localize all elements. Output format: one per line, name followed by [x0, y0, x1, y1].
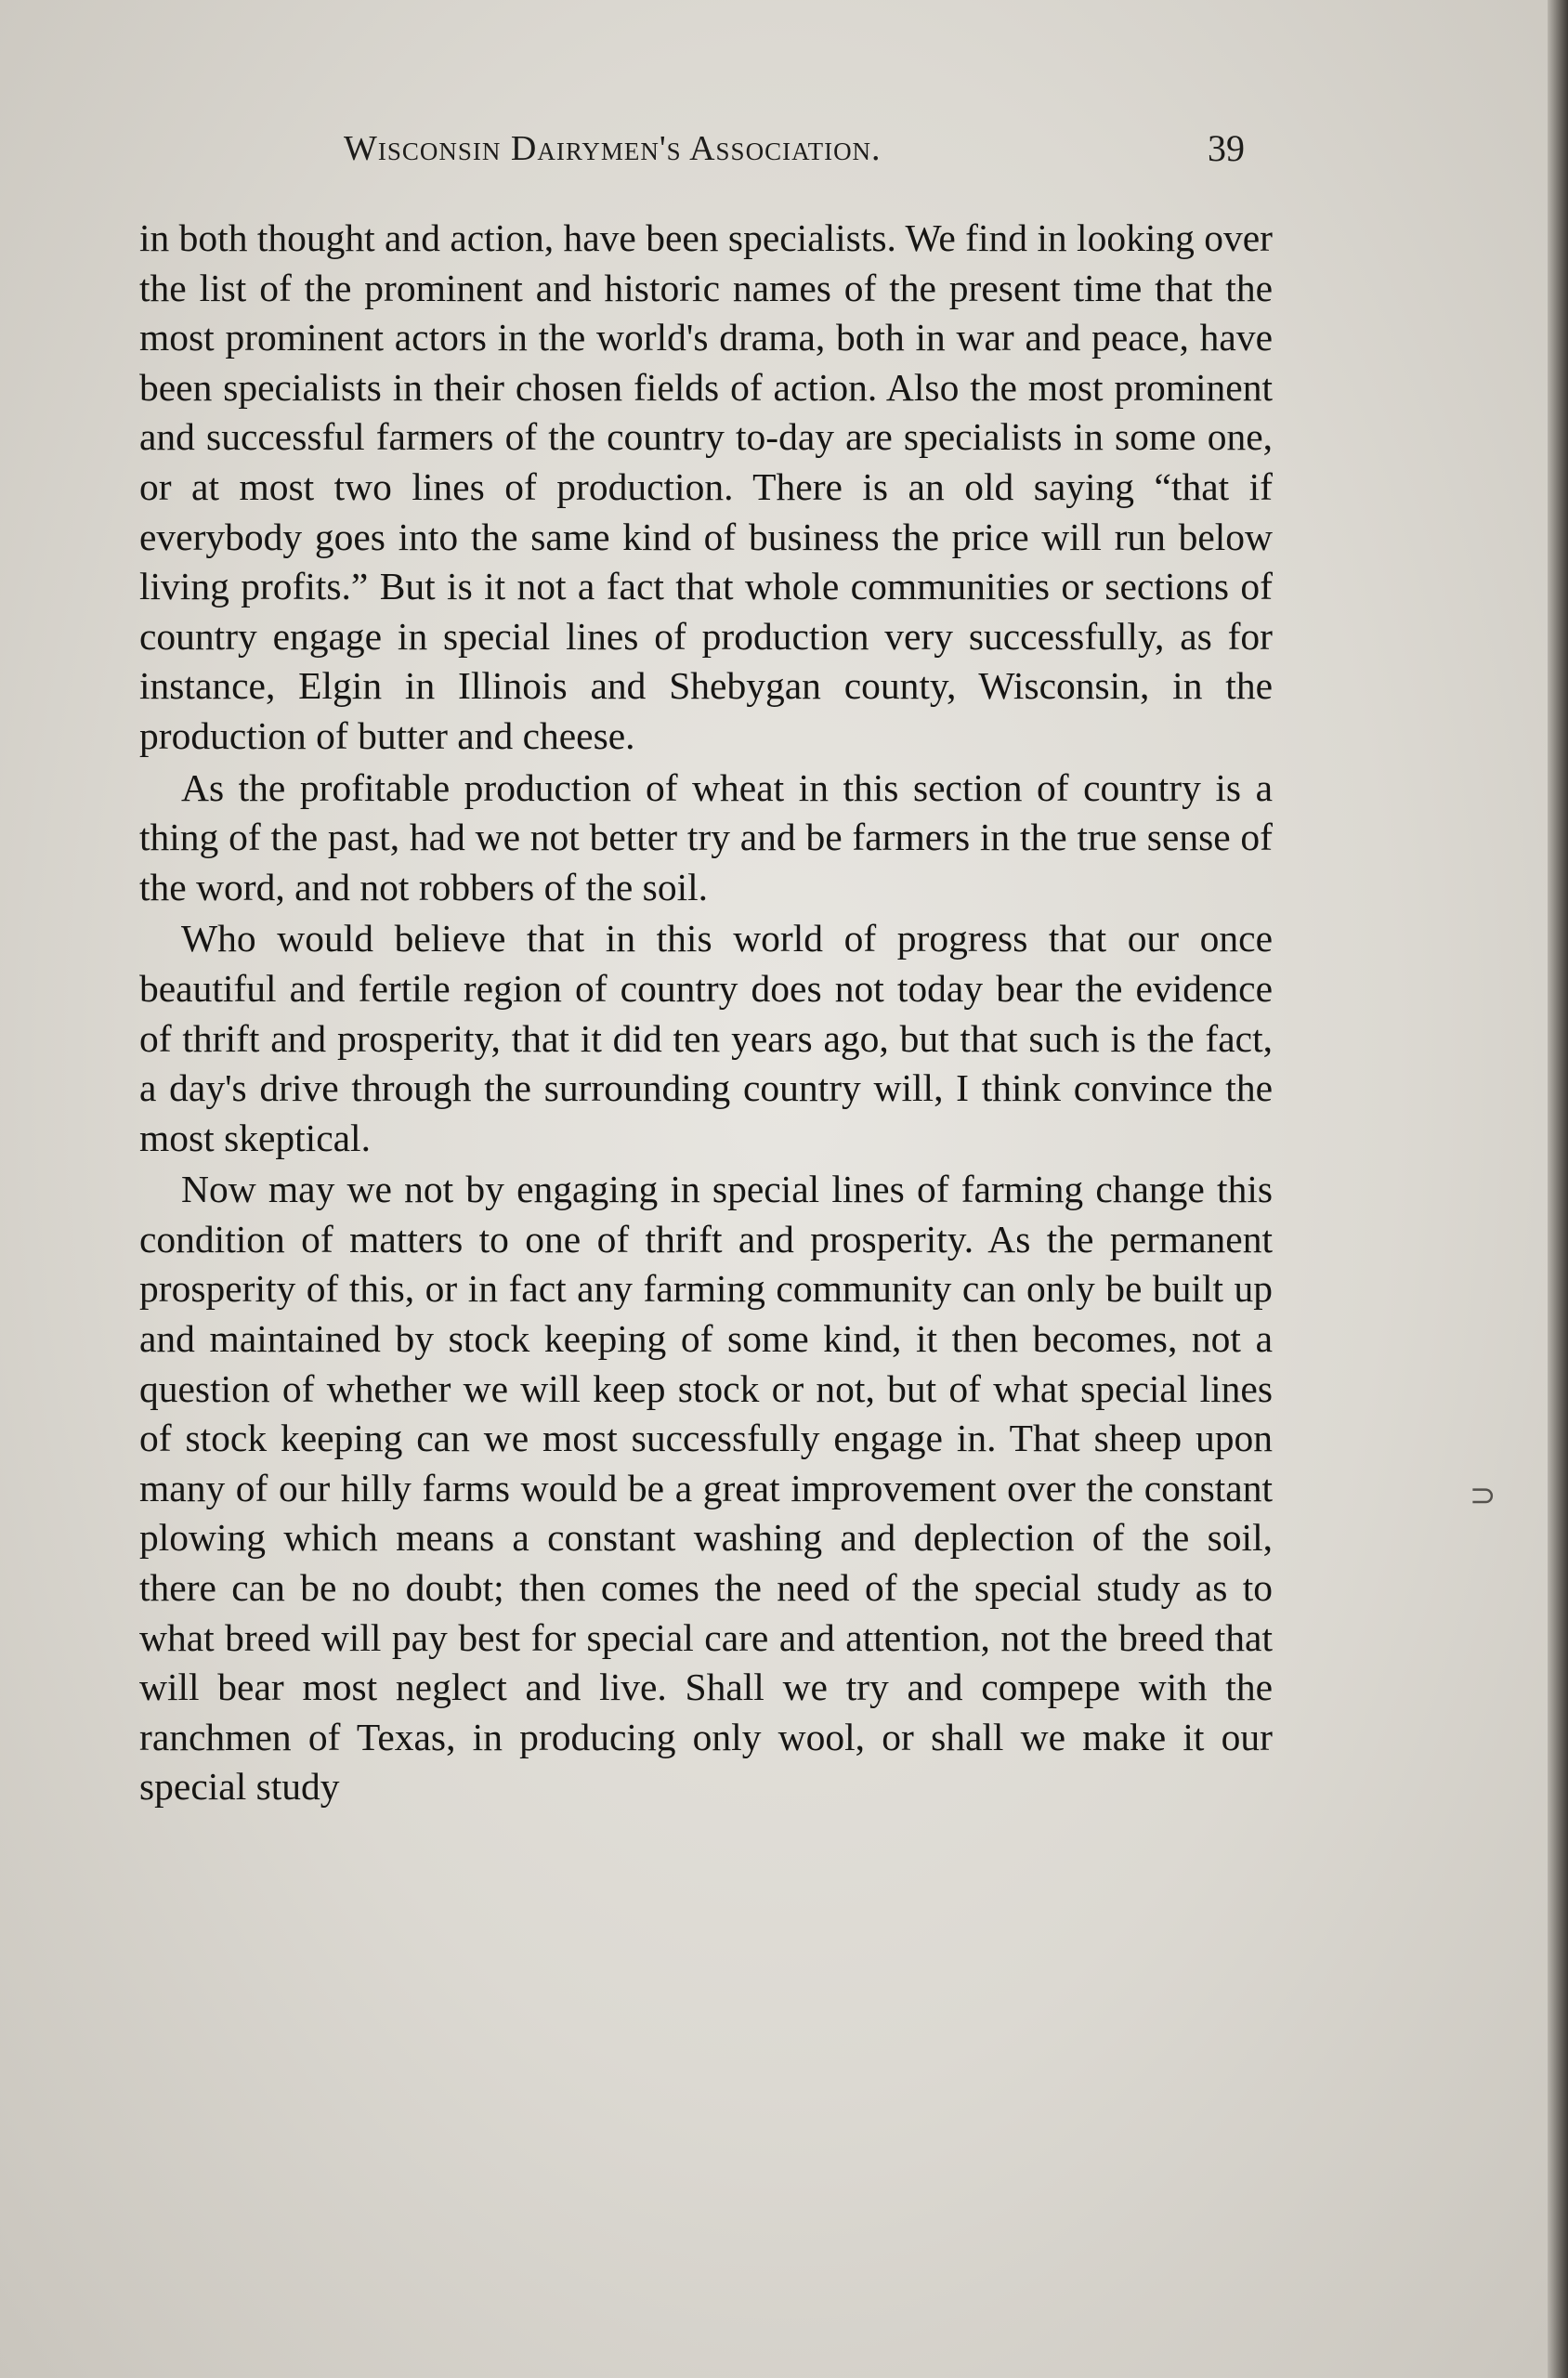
running-head	[344, 128, 1254, 169]
body-text	[139, 214, 1273, 1812]
paragraph-2: As the profitable production of wheat in this section of country is a thing of the past, had we not better try and be farmers in the true sense of the word, and not robbers of the soil.	[139, 765, 1273, 908]
paragraph-4: Now may we not by engaging in special lines of farming change this condition of matters to one of thrift and prosperity. As the permanent prosperity of this, or in fact any farming community can only be built up and maintained by stock keeping of some kind, it then becomes, not a question of whether we will keep stock or not, but of what special lines of stock keeping can we most successfully engage in. That sheep upon many of our hilly farms would be a great improvement over the constant plowing which means a constant washing and deplection of the soil, there can be no doubt; then comes the need of the special study as to what breed will pay best for special care and attention, not the breed that will bear most neglect and live. Shall we try and compepe with the ranchmen of Texas, in producing only wool, or shall we make it our special study	[139, 1168, 1273, 1809]
page-edge-shadow	[1548, 0, 1568, 2378]
page-number: 39	[1208, 127, 1245, 169]
margin-mark: ⊃	[1470, 1479, 1496, 1513]
paragraph-3: Who would believe that in this world of progress that our once beautiful and fertile region of country does not today bear the evidence of thrift and prosperity, that it did ten years ago, but that such is the fact, a day's drive through the surrounding country will, I think convince the most skeptical.	[139, 917, 1273, 1159]
running-title: Wisconsin Dairymen's Association.	[344, 129, 882, 168]
paragraph-1: in both thought and action, have been specialists. We find in looking over the list of the prominent and historic names of the present time that the most prominent actors in the world's drama, both in war and peace, have been specialists in their chosen fields of action. Also the most prominent and successful farmers of the country to-day are specialists in some one, or at most two lines of production. There is an old saying “that if everybody goes into the same kind of business the price will run below living profits.” But is it not a fact that whole communities or sections of country engage in special lines of production very successfully, as for instance, Elgin in Illinois and Shebygan county, Wisconsin, in the production of butter and cheese.	[139, 216, 1273, 757]
